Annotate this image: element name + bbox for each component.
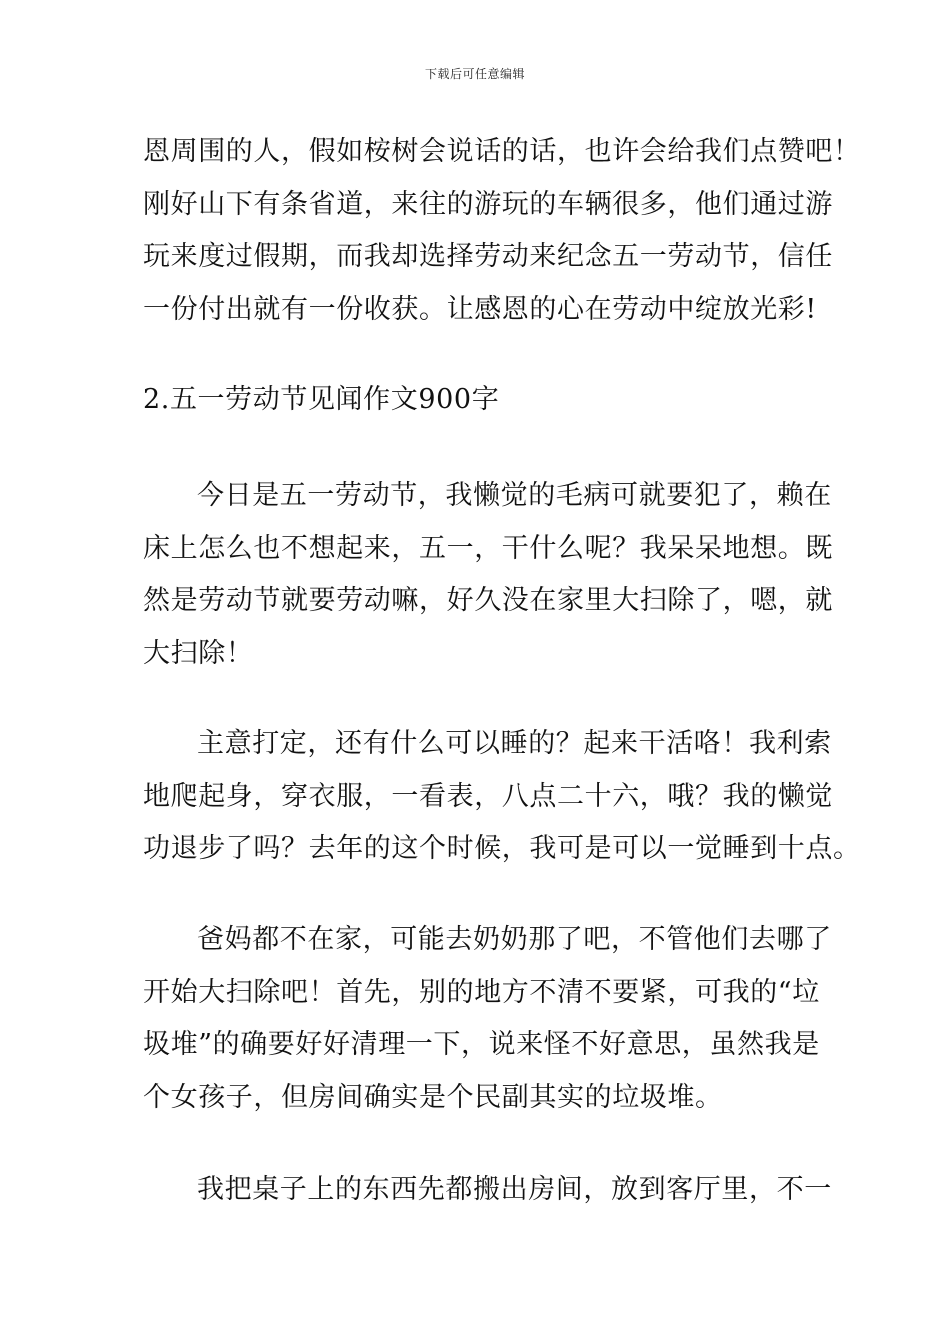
heading-text: 2.五一劳动节见闻作文900字 bbox=[143, 384, 500, 415]
paragraph-3 bbox=[143, 914, 832, 1124]
paragraph-2 bbox=[143, 718, 861, 876]
text-line: 一份付出就有一份收获。让感恩的心在劳动中绽放光彩! bbox=[143, 293, 817, 325]
text-line: 圾堆”的确要好好清理一下，说来怪不好意思，虽然我是 bbox=[143, 1029, 820, 1060]
text-line: 主意打定，还有什么可以睡的？起来干活咯！我利索 bbox=[197, 728, 832, 759]
text-line: 开始大扫除吧！首先，别的地方不清不要紧，可我的“垃 bbox=[143, 976, 820, 1008]
text-line: 然是劳动节就要劳动嘛，好久没在家里大扫除了，嗯，就 bbox=[143, 585, 833, 616]
text-line: 我把桌子上的东西先都搬出房间，放到客厅里，不一 bbox=[197, 1174, 832, 1205]
text-line: 个女孩子，但房间确实是个民副其实的垃圾堆。 bbox=[143, 1081, 723, 1113]
text-line: 大扫除！ bbox=[143, 637, 254, 669]
page-header: 下载后可任意编辑 bbox=[424, 67, 525, 81]
paragraph-1 bbox=[143, 470, 833, 680]
text-line: 地爬起身，穿衣服，一看表，八点二十六，哦？我的懒觉 bbox=[143, 780, 833, 812]
text-line: 玩来度过假期，而我却选择劳动来纪念五一劳动节，信任 bbox=[143, 241, 833, 272]
text-line: 恩周围的人，假如桉树会说话的话，也许会给我们点赞吧！ bbox=[143, 136, 861, 167]
text-line: 床上怎么也不想起来，五一，干什么呢？我呆呆地想。既 bbox=[143, 532, 833, 564]
text-line: 爸妈都不在家，可能去奶奶那了吧，不管他们去哪了 bbox=[197, 924, 832, 955]
paragraph-intro-continuation bbox=[143, 126, 861, 336]
text-line: 今日是五一劳动节，我懒觉的毛病可就要犯了，赖在 bbox=[197, 480, 832, 511]
section-heading bbox=[143, 374, 808, 427]
text-line: 功退步了吗？去年的这个时候，我可是可以一觉睡到十点。 bbox=[143, 833, 861, 864]
paragraph-4 bbox=[143, 1164, 832, 1217]
text-line: 刚好山下有条省道，来往的游玩的车辆很多，他们通过游 bbox=[143, 188, 833, 220]
